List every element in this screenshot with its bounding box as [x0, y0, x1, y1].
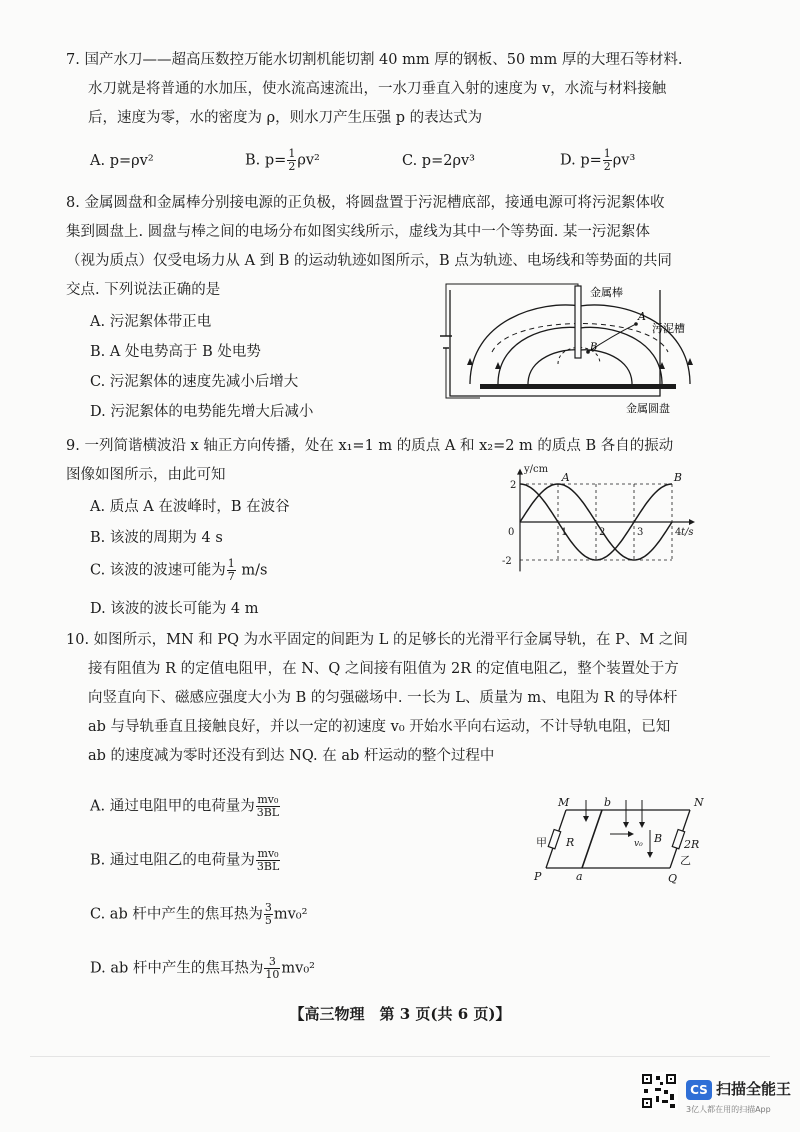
q7-stem-line-1: 7. 国产水刀——超高压数控万能水切割机能切割 40 mm 厚的钢板、50 mm 厚的大理石等材料. [66, 52, 683, 68]
field-line [580, 350, 632, 384]
field-line [498, 327, 580, 384]
q9-option-a[interactable]: A. 质点 A 在波峰时，B 在波谷 [90, 499, 290, 515]
series-label-b: B [673, 471, 682, 484]
q10-stem-line-2: 接有阻值为 R 的定值电阻甲，在 N、Q 之间接有阻值为 2R 的定值电阻乙，整个装置处于方 [88, 661, 679, 677]
x-tick-label: 3 [637, 527, 644, 538]
fraction: $\frac{\text{mv₀}}{3BL}$ [256, 847, 280, 873]
label-2r: 2R [684, 838, 700, 851]
q9-option-d[interactable]: D. 该波的波长可能为 4 m [90, 601, 259, 617]
label-b: b [604, 796, 612, 809]
q9-stem-line-2: 图像如图所示，由此可知 [66, 467, 226, 483]
fraction: $\frac{1}{7}$ [227, 557, 235, 583]
q9-vibration-chart [498, 462, 708, 574]
x-tick-label: 4 [675, 527, 682, 538]
series-label-a: A [561, 471, 570, 484]
q8-option-c[interactable]: C. 污泥絮体的速度先减小后增大 [90, 374, 299, 390]
q10-option-b[interactable]: B. 通过电阻乙的电荷量为 $\frac{\text{mv₀}}{3BL}$ [90, 847, 280, 873]
label-b: B [590, 342, 598, 353]
y-tick-label: 2 [510, 480, 517, 491]
label-q: Q [668, 872, 678, 885]
x-axis-arrow [689, 519, 695, 525]
label-yi: 乙 [680, 854, 691, 867]
qr-code-icon [640, 1072, 678, 1110]
scanner-slogan: 3亿人都在用的扫描App [686, 1105, 771, 1114]
fraction: $\frac{1}{2}$ [603, 147, 611, 173]
arrow [495, 362, 501, 369]
q10-stem-line-1: 10. 如图所示，MN 和 PQ 为水平固定的间距为 L 的足够长的光滑平行金属导轨，在 P、M 之间 [66, 632, 688, 648]
field-arrow [583, 816, 589, 822]
field-arrow [647, 852, 653, 858]
resistor-jia [548, 830, 560, 849]
q10-option-d[interactable]: D. ab 杆中产生的焦耳热为 $\frac{3}{10}$ mv₀² [90, 955, 315, 981]
fraction: $\frac{3}{5}$ [264, 901, 272, 927]
field-arrow [623, 822, 629, 828]
q9-option-b[interactable]: B. 该波的周期为 4 s [90, 530, 223, 546]
y-axis-label: y/cm [524, 464, 549, 475]
label-p: P [534, 870, 542, 883]
y-tick-label: -2 [502, 556, 512, 567]
fraction: $\frac{1}{2}$ [288, 147, 296, 173]
label-v0: v₀ [634, 839, 643, 849]
field-line [470, 305, 580, 384]
q10-stem-line-3: 向竖直向下、磁感应强度大小为 B 的匀强磁场中. 一长为 L、质量为 m、电阻为 R 的导体杆 [88, 690, 678, 706]
q8-stem-line-1: 8. 金属圆盘和金属棒分别接电源的正负极，将圆盘置于污泥槽底部，接通电源可将污泥絮体收 [66, 195, 665, 211]
arrow [687, 358, 693, 365]
q10-option-c[interactable]: C. ab 杆中产生的焦耳热为 $\frac{3}{5}$ mv₀² [90, 901, 308, 927]
divider [30, 1056, 770, 1057]
label-field: B [654, 832, 663, 845]
fraction: $\frac{3}{10}$ [265, 955, 280, 981]
field-line [580, 327, 662, 384]
metal-rod [575, 286, 581, 358]
label-tank: 污泥槽 [652, 322, 685, 335]
x-tick-label: 1 [561, 527, 568, 538]
q10-option-a[interactable]: A. 通过电阻甲的电荷量为 $\frac{\text{mv₀}}{3BL}$ [90, 793, 280, 819]
q8-option-d[interactable]: D. 污泥絮体的电势能先增大后减小 [90, 404, 314, 420]
q7-stem-line-3: 后，速度为零，水的密度为 ρ，则水刀产生压强 p 的表达式为 [88, 110, 483, 126]
scanner-logo-icon: CS [686, 1080, 712, 1100]
x-tick-label: 0 [508, 527, 515, 538]
q7-option-c[interactable]: C. p=2ρv³ [402, 153, 475, 169]
scanner-app-name: 扫描全能王 [716, 1080, 792, 1098]
label-jia: 甲 [536, 836, 547, 849]
velocity-arrow [628, 831, 634, 837]
label-a: A [638, 310, 646, 323]
x-tick-label: 2 [599, 527, 606, 538]
page-footer: 【高三物理 第 3 页(共 6 页)】 [289, 1005, 511, 1023]
arrow [467, 358, 473, 365]
q8-stem-line-3: （视为质点）仅受电场力从 A 到 B 的运动轨迹如图所示，B 点为轨迹、电场线和等势面的共同 [66, 253, 672, 269]
y-axis-arrow [517, 469, 523, 475]
q7-stem-line-2: 水刀就是将普通的水加压，使水流高速流出，一水刀垂直入射的速度为 v，水流与材料接触 [88, 81, 667, 97]
metal-disk [480, 384, 676, 389]
q7-option-b[interactable]: B. p= $\frac{1}{2}$ ρv² [245, 147, 320, 173]
q8-option-b[interactable]: B. A 处电势高于 B 处电势 [90, 344, 261, 360]
field-arrow [639, 822, 645, 828]
field-line [528, 350, 580, 384]
q7-option-a[interactable]: A. p=ρv² [90, 153, 154, 169]
resistor-yi [672, 830, 684, 849]
q8-stem-line-4: 交点. 下列说法正确的是 [66, 282, 221, 298]
q9-option-c[interactable]: C. 该波的波速可能为 $\frac{1}{7}$ m/s [90, 557, 268, 583]
q9-stem-line-1: 9. 一列简谐横波沿 x 轴正方向传播，处在 x₁=1 m 的质点 A 和 x₂=2 m 的质点 B 各自的振动 [66, 438, 674, 454]
q8-stem-line-2: 集到圆盘上. 圆盘与棒之间的电场分布如图实线所示，虚线为其中一个等势面. 某一污泥絮体 [66, 224, 650, 240]
label-n: N [694, 796, 704, 809]
label-rod: 金属棒 [590, 286, 623, 299]
q10-stem-line-4: ab 与导轨垂直且接触良好，并以一定的初速度 v₀ 开始水平向右运动，不计导轨电阻，已知 [88, 719, 671, 735]
label-disk: 金属圆盘 [626, 402, 670, 415]
label-a: a [576, 870, 583, 883]
q10-stem-line-5: ab 的速度减为零时还没有到达 NQ. 在 ab 杆运动的整个过程中 [88, 748, 495, 764]
fraction: $\frac{\text{mv₀}}{3BL}$ [256, 793, 280, 819]
q10-rail-diagram [530, 790, 710, 886]
q7-option-d[interactable]: D. p= $\frac{1}{2}$ ρv³ [560, 147, 636, 173]
q8-option-a[interactable]: A. 污泥絮体带正电 [90, 314, 212, 330]
label-m: M [558, 796, 570, 809]
label-r: R [566, 836, 575, 849]
q8-field-diagram [440, 280, 710, 420]
x-axis-label: t/s [681, 527, 694, 538]
